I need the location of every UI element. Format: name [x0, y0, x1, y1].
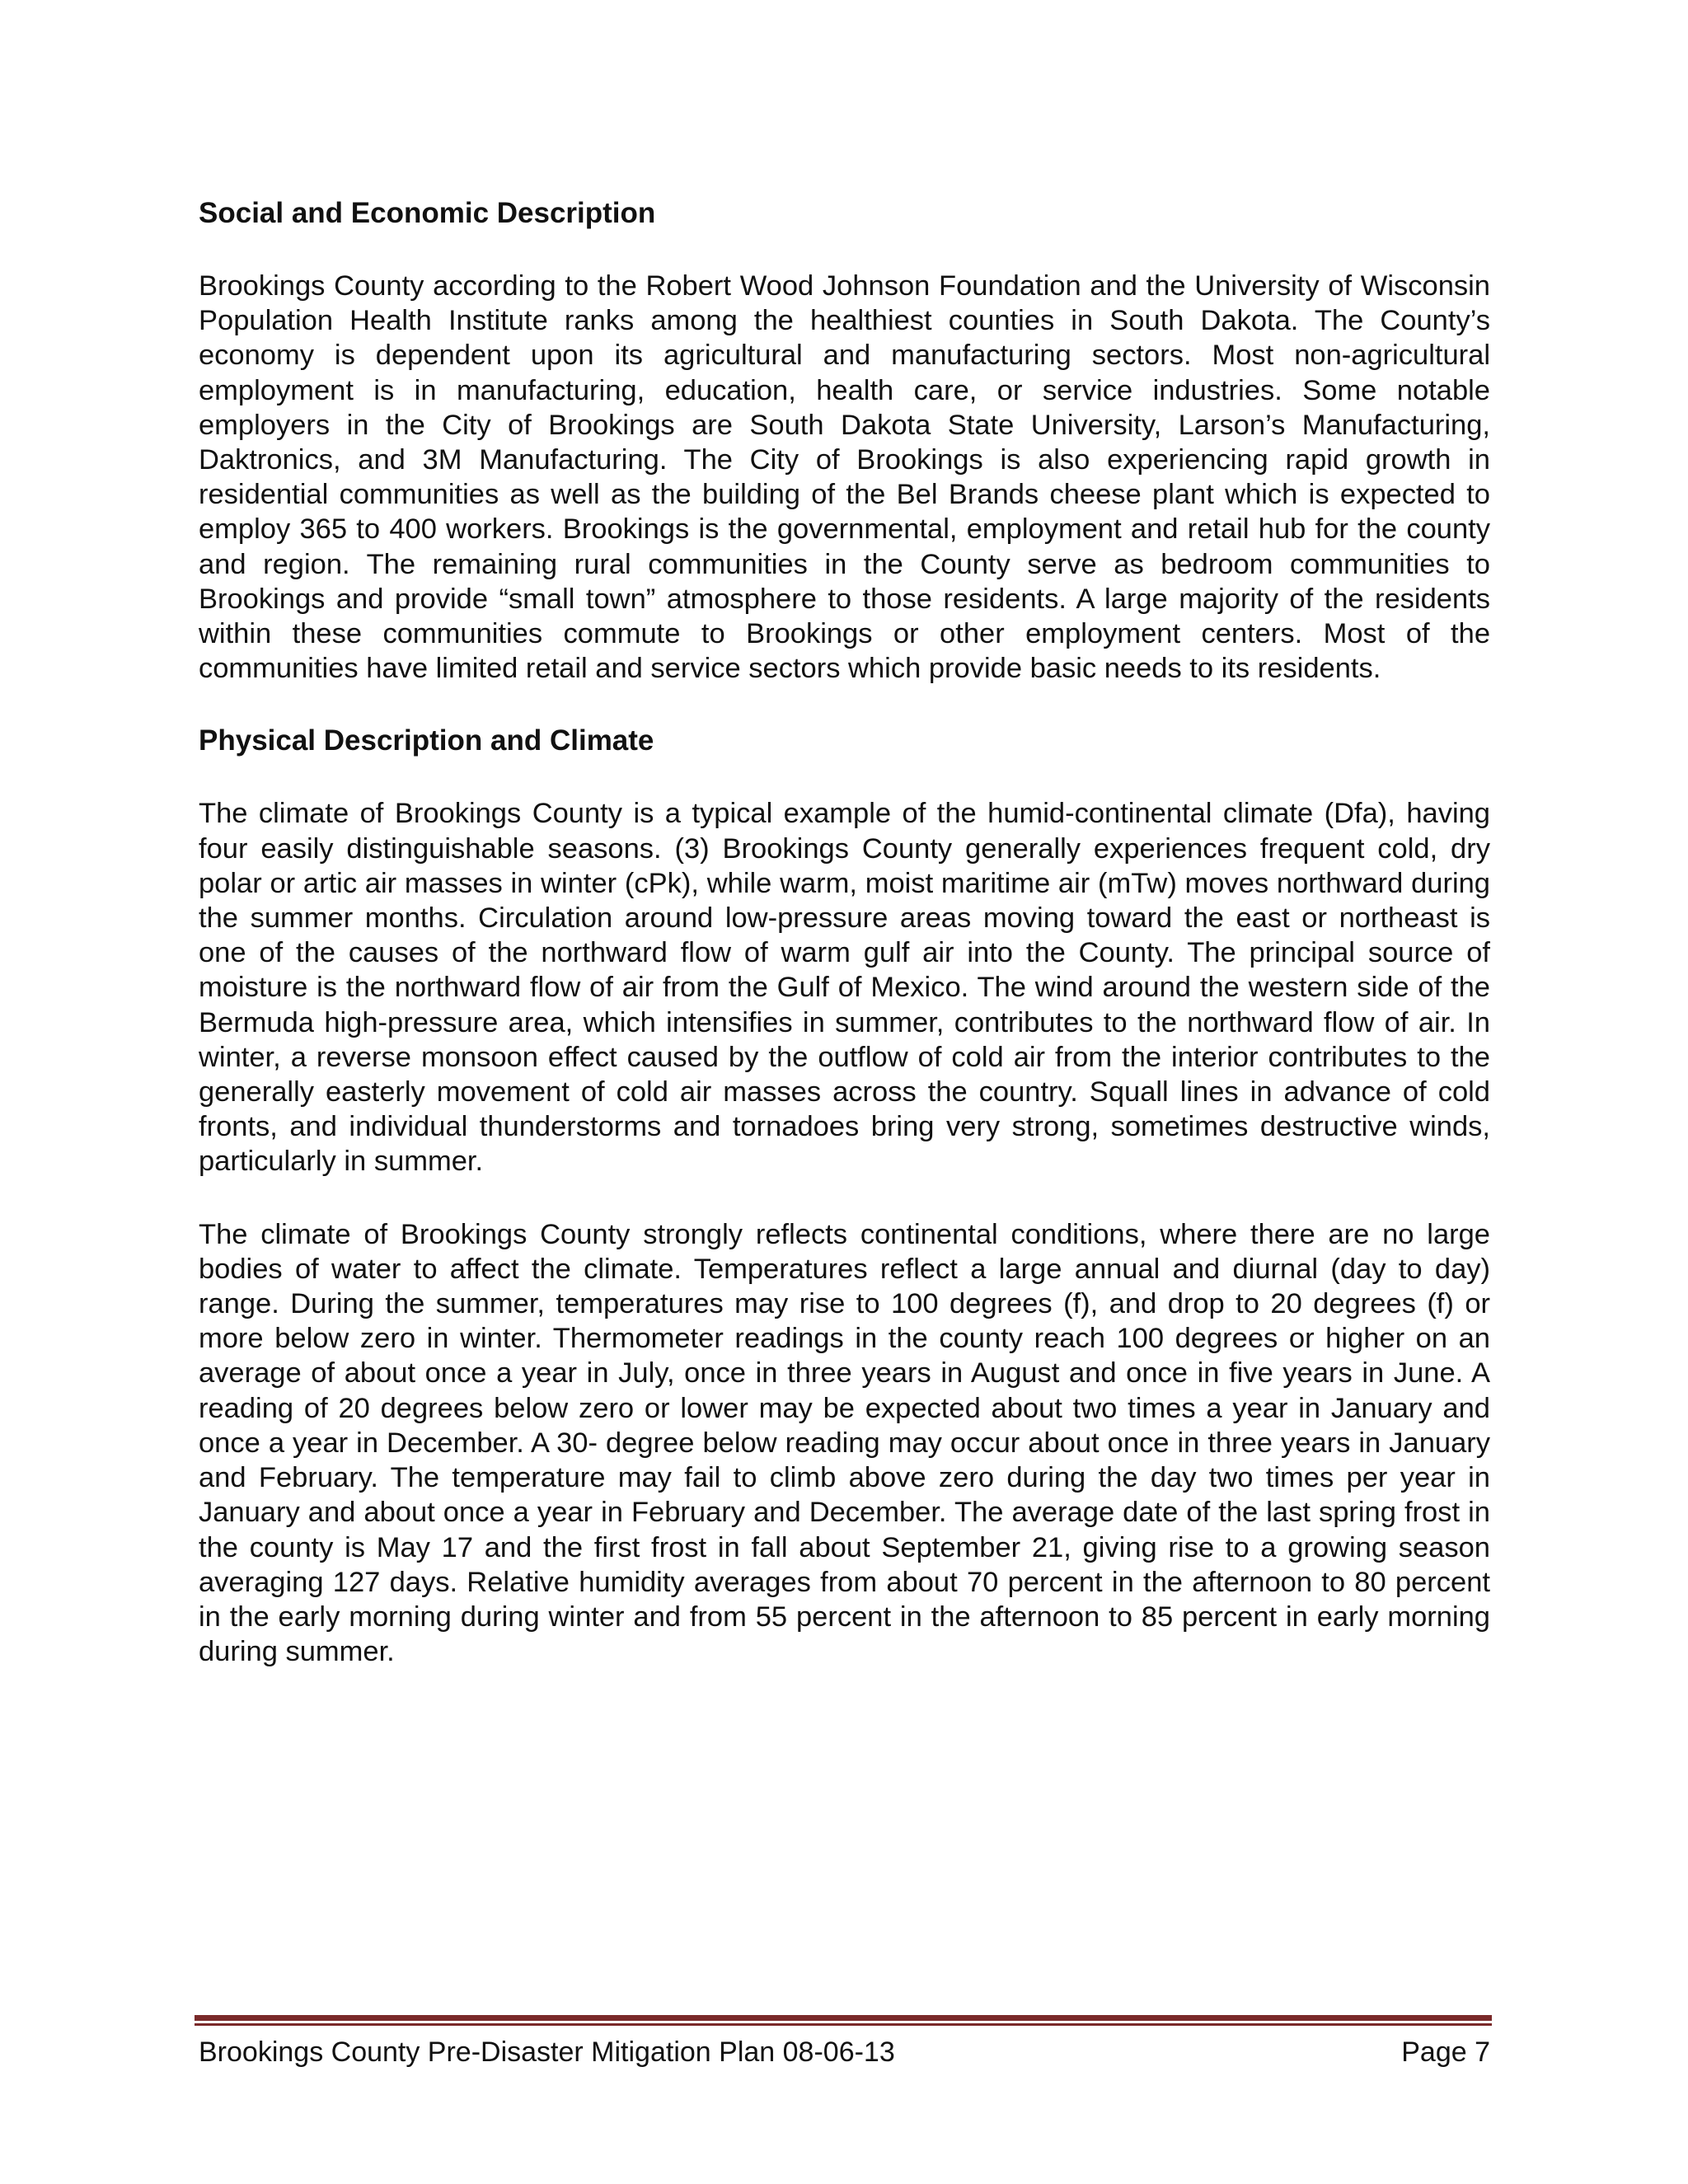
footer-rule-thin [195, 2023, 1492, 2026]
page-number: Page 7 [1401, 2036, 1490, 2068]
footer-title: Brookings County Pre-Disaster Mitigation Plan 08-06-13 [199, 2036, 895, 2068]
page-content [199, 196, 1490, 1707]
heading-social-economic: Social and Economic Description [199, 197, 656, 229]
paragraph-social-economic: Brookings County according to the Robert Wood Johnson Foundation and the University of Wisconsin Population Health Institute ranks among the healthiest counties in South Dakota. The County’s economy is dependent upon its agricultural and manufacturing sectors. Most non-agricultural employment is in manufacturing, education, health care, or service industries. Some notable employers in the City of Brookings are South Dakota State University, Larson’s Manufacturing, Daktronics, and 3M Manufacturing. The City of Brookings is also experiencing rapid growth in residential communities as well as the building of the Bel Brands cheese plant which is expected to employ 365 to 400 workers. Brookings is the governmental, employment and retail hub for the county and region. The remaining rural communities in the County serve as bedroom communities to Brookings and provide “small town” atmosphere to those residents. A large majority of the residents within these communities commute to Brookings or other employment centers. Most of the communities have limited retail and service sectors which provide basic needs to its residents. [199, 270, 1490, 685]
footer-rule [195, 2015, 1492, 2027]
heading-physical-climate: Physical Description and Climate [199, 724, 654, 757]
paragraph-climate-2: The climate of Brookings County strongly reflects continental conditions, where there are no large bodies of water to affect the climate. Temperatures reflect a large annual and diurnal (day to day) range. During the summer, temperatures may rise to 100 degrees (f), and drop to 20 degrees (f) or more below zero in winter. Thermometer readings in the county reach 100 degrees or higher on an average of about once a year in July, once in three years in August and once in five years in June. A reading of 20 degrees below zero or lower may be expected about two times a year in January and once a year in December. A 30- degree below reading may occur about once in three years in January and February. The temperature may fail to climb above zero during the day two times per year in January and about once a year in February and December. The average date of the last spring frost in the county is May 17 and the first frost in fall about September 21, giving rise to a growing season averaging 127 days. Relative humidity averages from about 70 percent in the afternoon to 80 percent in the early morning during winter and from 55 percent in the afternoon to 85 percent in early morning during summer. [199, 1218, 1490, 1668]
footer-rule-thick [195, 2015, 1492, 2021]
page-footer [199, 2035, 1490, 2069]
paragraph-climate-1: The climate of Brookings County is a typical example of the humid-continental climate (Dfa), having four easily distinguishable seasons. (3) Brookings County generally experiences frequent cold, dry polar or artic air masses in winter (cPk), while warm, moist maritime air (mTw) moves northward during the summer months. Circulation around low-pressure areas moving toward the east or northeast is one of the causes of the northward flow of warm gulf air into the County. The principal source of moisture is the northward flow of air from the Gulf of Mexico. The wind around the western side of the Bermuda high-pressure area, which intensifies in summer, contributes to the northward flow of air. In winter, a reverse monsoon effect caused by the outflow of cold air from the interior contributes to the generally easterly movement of cold air masses across the country. Squall lines in advance of cold fronts, and individual thunderstorms and tornadoes bring very strong, sometimes destructive winds, particularly in summer. [199, 798, 1490, 1178]
